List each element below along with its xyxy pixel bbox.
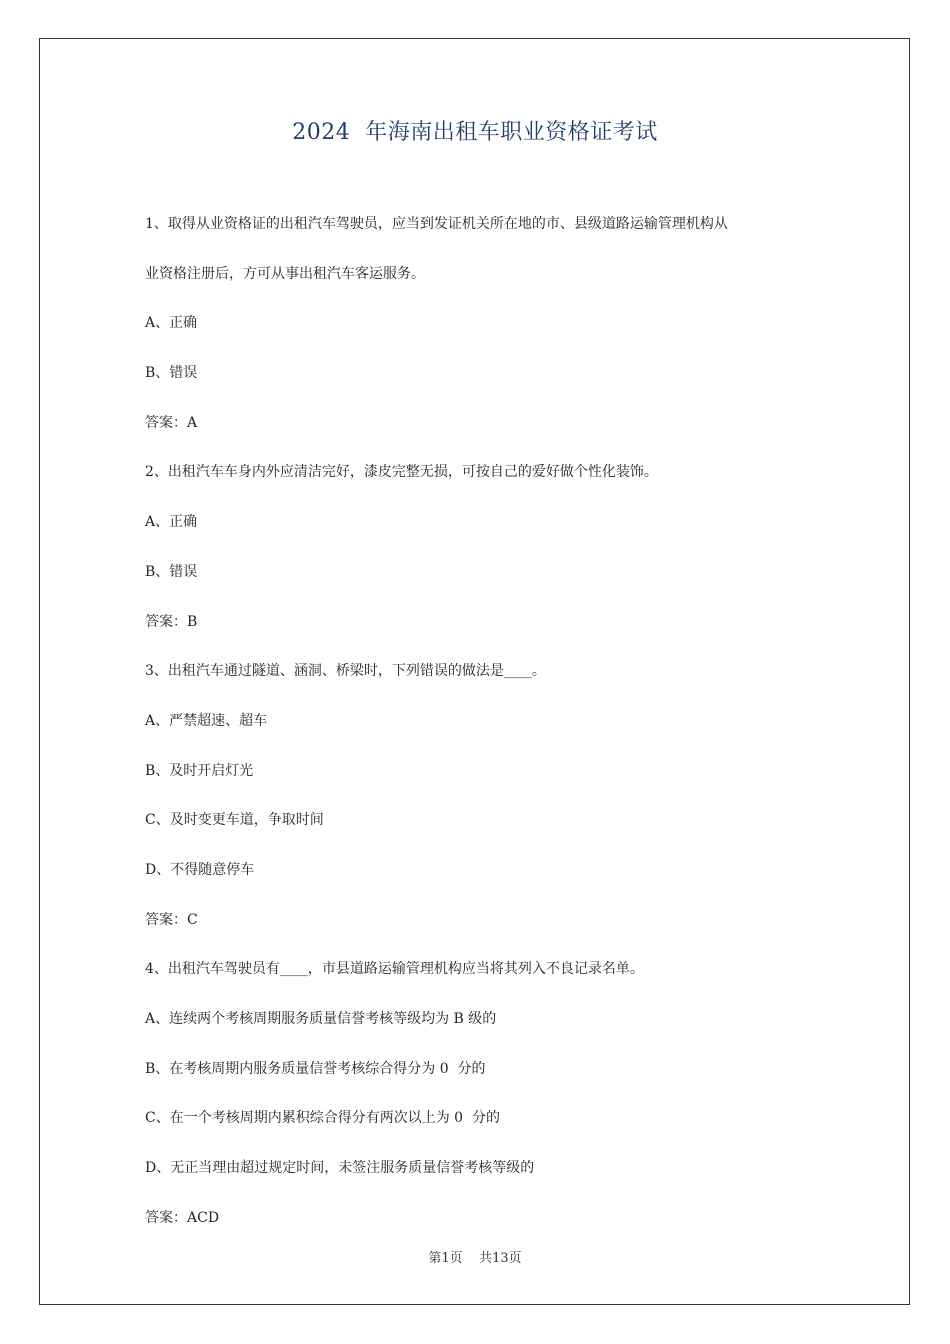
question-list: [145, 200, 825, 1243]
question-4-option-c: C、在一个考核周期内累积综合得分有两次以上为 0 分的: [145, 1110, 500, 1127]
question-1-option-a: A、正确: [145, 315, 198, 332]
page-total: 共13页: [479, 1251, 522, 1266]
question-1-text-line-2: 业资格注册后，方可从事出租汽车客运服务。: [145, 265, 425, 282]
question-4-answer: 答案：ACD: [145, 1209, 220, 1226]
question-3-option-b: B、及时开启灯光: [145, 762, 254, 779]
question-3-option-c: C、及时变更车道，争取时间: [145, 812, 324, 829]
question-1-option-b: B、错误: [145, 365, 198, 382]
question-2-answer: 答案：B: [145, 613, 198, 630]
question-3-option-a: A、严禁超速、超车: [145, 712, 268, 729]
question-2-option-a: A、正确: [145, 514, 198, 531]
question-3-option-d: D、不得随意停车: [145, 861, 255, 878]
question-4-option-d: D、无正当理由超过规定时间，未签注服务质量信誉考核等级的: [145, 1160, 535, 1177]
question-1-text-line-1: 1、取得从业资格证的出租汽车驾驶员，应当到发证机关所在地的市、县级道路运输管理机构从: [145, 216, 728, 232]
question-3-text: 3、出租汽车通过隧道、涵洞、桥梁时，下列错误的做法是____。: [145, 663, 546, 680]
question-3-answer: 答案：C: [145, 911, 198, 928]
question-4-text: 4、出租汽车驾驶员有____，市县道路运输管理机构应当将其列入不良记录名单。: [145, 961, 644, 978]
question-2-option-b: B、错误: [145, 563, 198, 580]
question-2-text: 2、出租汽车车身内外应清洁完好，漆皮完整无损，可按自己的爱好做个性化装饰。: [145, 464, 658, 481]
question-4-option-a: A、连续两个考核周期服务质量信誉考核等级均为 B 级的: [145, 1011, 497, 1027]
document-title: 2024 年海南出租车职业资格证考试: [292, 120, 658, 145]
page-footer: [0, 1247, 950, 1266]
page-current: 第1页: [428, 1251, 463, 1266]
question-4-option-b: B、在考核周期内服务质量信誉考核综合得分为 0 分的: [145, 1060, 486, 1077]
question-1-answer: 答案：A: [145, 414, 198, 431]
